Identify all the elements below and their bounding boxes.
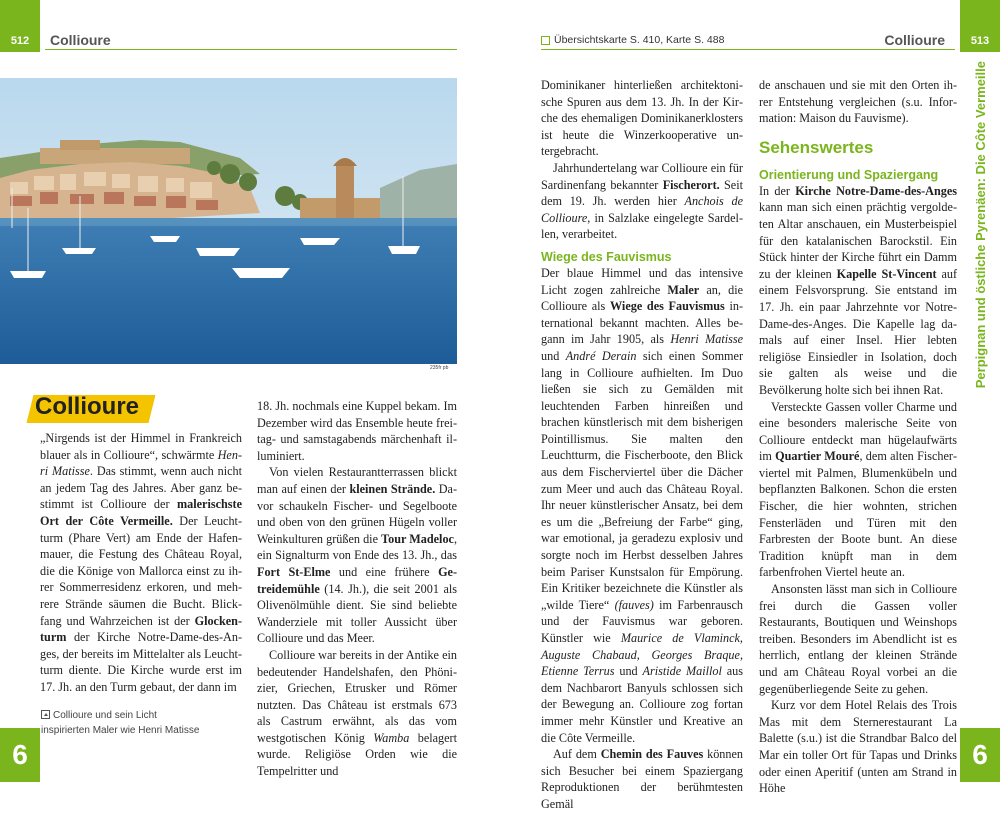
page-number-left: 512 (0, 0, 40, 52)
map-reference-text: Übersichtskarte S. 410, Karte S. 488 (554, 34, 725, 46)
caption-line-2: inspirierten Maler wie Henri Matisse (41, 725, 200, 736)
photo-caption-icon (41, 710, 50, 719)
text-column-3: Dominikaner hinterließen architektonische Spuren aus dem 13. Jh. In der Kirche des ehemaligen Dominikanerklosters ist heute die Winzerkooperative untergebracht. Jahrhundertelang war Collioure ein für Sardinenfang bekannter Fischerort. Seit dem 19. Jh. werden hier Anchois de Collioure, in Salzlake eingelegte Sardellen, verarbeitet. Wiege des Fauvismus Der blaue Himmel und das intensive Licht zogen zahlreiche Maler an, die Collioure als Wiege des Fauvismus international bekannt machten. Alles begann im Jahr 1905, als Henri Matisse und André Derain sich einen Sommer lang in Collioure aufhielten. Im Duo ließen sie sich zu Gemälden mit leuchtenden Farben hinreißen und brachen künstlerisch mit dem bisherigen Pointillismus. Sie malten den Leuchtturm, die Fischerboote, den Blick aus dem Fischerviertel über die Dächer zum Meer und auch das Château Royal. Ihr neuer künstlerischer Ansatz, bei dem es um die „Befreiung der Farbe“ ging, war emotional, ja geradezu explosiv und sorgte noch im Herbst desselben Jahres beim Pariser Kunstsalon für Empörung. Ein Kritiker bezeichnete die Künstler als „wilde Tiere“ (fauves) im Farbenrausch und der Fauvismus war geboren. Künstler wie Maurice de Vlaminck, Auguste Chabaud, Georges Braque, Etienne Terrus und Aristide Maillol aus dem Nachbarort Banyuls schlossen sich der Bewegung an. Collioure zog fortan immer mehr Künstler und Kreative an die Côte Vermeille. Auf dem Chemin des Fauves können sich Besucher bei einem Spaziergang Reproduktionen der berühmtesten Gemäl (541, 78, 744, 811)
chapter-number-left: 6 (0, 728, 40, 782)
photo-credit: 235fr pb (430, 365, 449, 371)
running-title-right: Collioure (884, 32, 945, 48)
collioure-harbor-photo (0, 78, 457, 364)
section-title-text: Collioure (35, 393, 140, 420)
text-column-4: de anschauen und sie mit den Orten ihrer Entstehung vergleichen (s.u. Information: Maison du Fauvisme). Sehenswertes Orientierung und Spaziergang In der Kirche Notre-Dame-des-Anges kann man sich einen prächtig vergoldeten Altar anschauen, ein Musterbeispiel für den katalanischen Barockstil. Ein Stück hinter der Kirche führt ein Damm zu der kleinen Kapelle St-Vincent auf einem Felsvorsprung. Sie entstand im 17. Jh. ein paar Jahrzehnte vor Notre-Dame-des-Anges. Die Kapelle lag damals auf einer Insel. Hier lebten religiöse Einsiedler in Isolation, doch sie galten als weise und die Bevölkerung holte sich bei ihnen Rat. Versteckte Gassen voller Charme und eine besonders malerische Seite von Collioure entdeckt man hügelaufwärts im Quartier Mouré, dem alten Fischerviertel mit Palmen, Blumenkübeln und bepflanzten Balkonen. Schon die ersten Fischer, die hier wohnten, strichen Fensterläden und Türen mit den Farbresten der Boote bunt. An diese Tradition knüpft man in dem farbenfrohen Viertel heute an. Ansonsten lässt man sich in Collioure frei durch die Gassen voller Restaurants, Boutiquen und Weinshops treiben. Besonders im Abendlicht ist es herrlich, entlang der kleinen Strände und am Château Royal vorbei an die gegenüberliegende Seite zu gehen. Kurz vor dem Hotel Relais des Trois Mas mit dem Sternerestaurant La Balette (s.u.) ist die Strandbar Balco del Mar ein toller Ort für Tapas und Drinks oder einen Aperitif (unten am Strand in Höhe (759, 78, 958, 796)
page-number-right: 513 (960, 0, 1000, 52)
map-reference-icon (541, 36, 550, 45)
running-head-right (541, 30, 955, 50)
text-column-1: „Nirgends ist der Himmel in Frankreich blauer als in Collioure“, schwärmte Henri Matisse. Das stimmt, wenn auch nicht an jedem Tag des Jahres. Aber ganz bestimmt ist Collioure der malerischste Ort der Côte Vermeille. Der Leuchtturm (Phare Vert) am Ende der Hafenmauer, die Festung des Château Royal, die die Könige von Mallorca einst zu ihrer Sommerresidenz erkoren, und mehrere Strände säumen die Bucht. Blickfang und Wahrzeichen ist der Glockenturm der Kirche Notre-Dame-des-Anges, der bereits im Mittelalter als Leuchtturm diente. Die Kirche wurde erst im 17. Jh. an den Turm gebaut, der dann im (40, 431, 242, 694)
photo-caption (41, 708, 241, 738)
text-column-2: 18. Jh. nochmals eine Kuppel bekam. Im Dezember wird das Ensemble heute freitag- und samstagabends märchenhaft illuminiert. Von vielen Restaurantterrassen blickt man auf einen der kleinen Strände. Davor schaukeln Fischer- und Segelboote und oben von den grünen Hügeln voller Weinkulturen grüßen die Tour Madeloc, ein Signalturm von Ende des 13. Jh., das Fort St-Elme und eine frühere Getreidemühle (14. Jh.), die seit 2001 als Olivenölmühle dient. Sie sind beliebte Wanderziele mit toller Aussicht über Collioure und das Meer. Collioure war bereits in der Antike ein bedeutender Handelshafen, den Phönizier, Griechen, Etrusker und Römer nutzten. Das Château ist erstmals 673 als Castrum erwähnt, als das vom westgotischen König Wamba belagert wurde. Religiöse Orden wie die Tempelritter und (257, 399, 458, 779)
map-reference (541, 34, 724, 46)
chapter-number-right: 6 (960, 728, 1000, 782)
chapter-side-label (964, 61, 996, 389)
chapter-side-label-text: Perpignan und östliche Pyrenäen: Die Côte Vermeille (972, 61, 988, 389)
caption-line-1: Collioure und sein Licht (53, 710, 157, 721)
section-title (33, 393, 139, 421)
running-title-left: Collioure (50, 32, 111, 48)
running-head-left (45, 30, 457, 50)
